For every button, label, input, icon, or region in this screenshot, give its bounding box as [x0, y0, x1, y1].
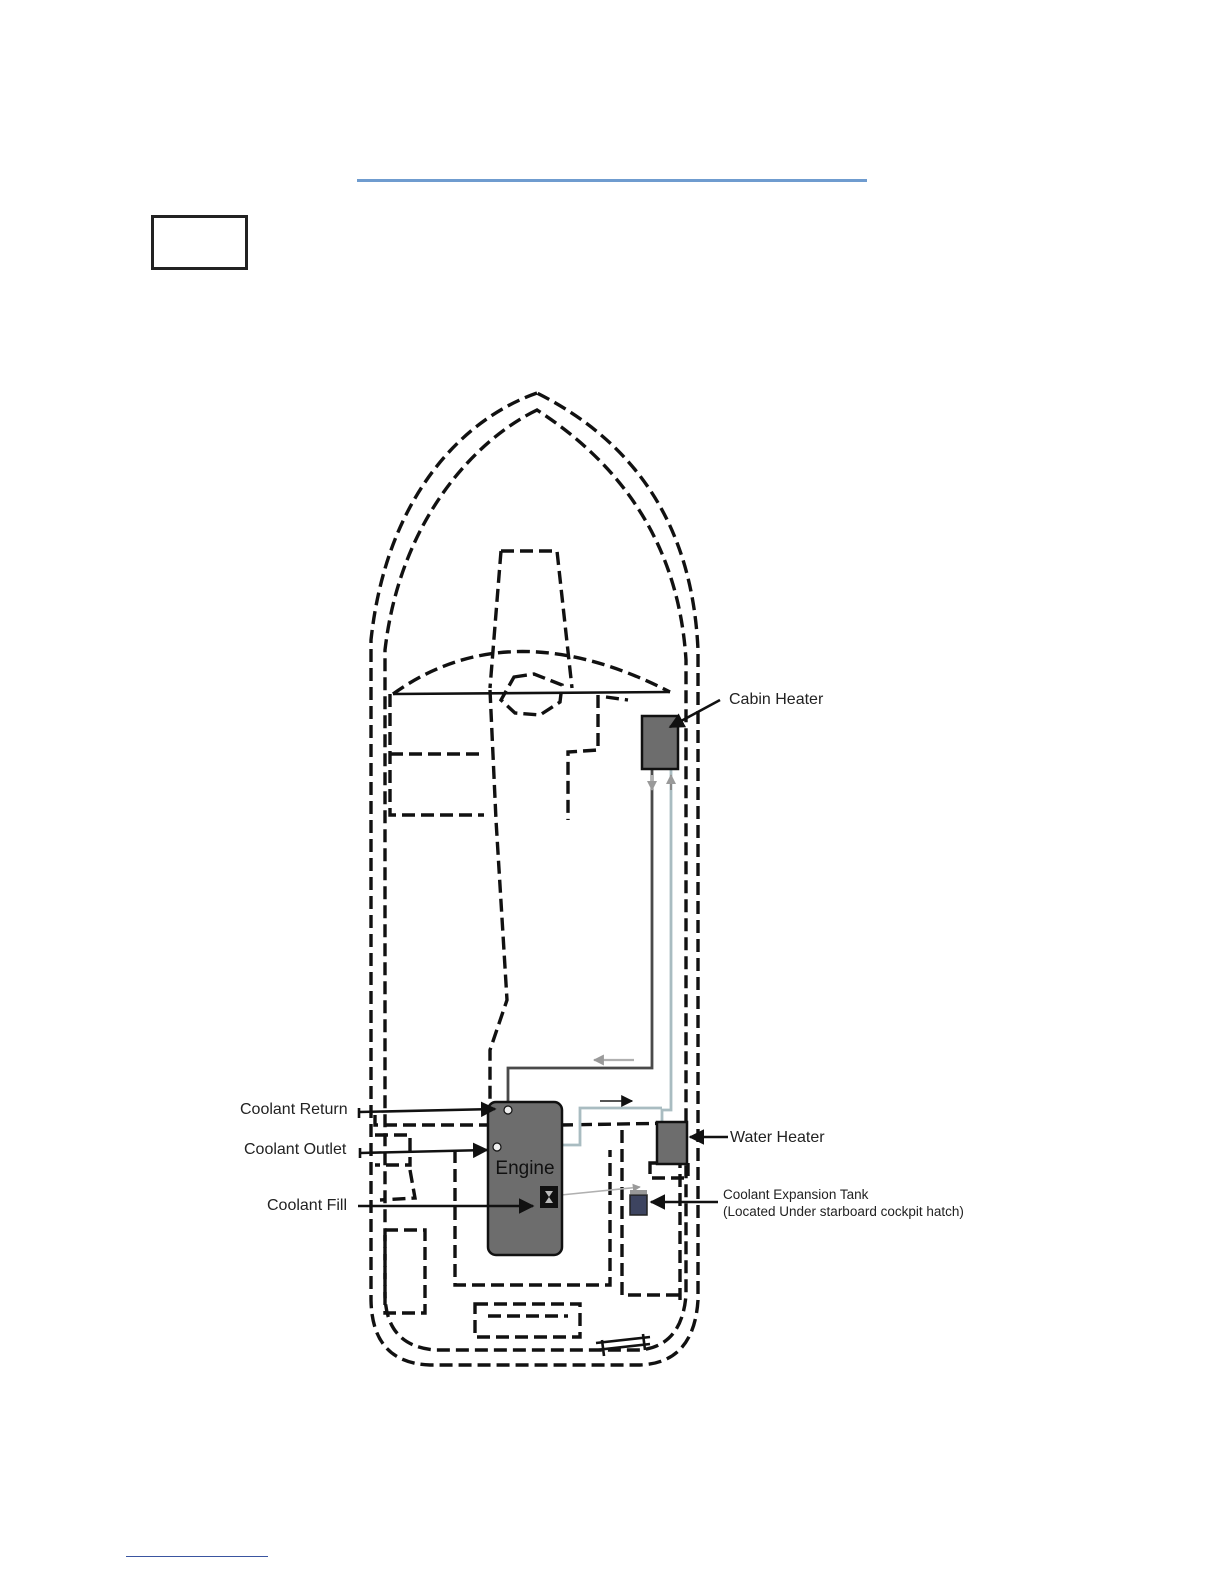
flow-arrows [594, 775, 671, 1101]
coolant-return-port [504, 1106, 512, 1114]
expansion-tank [630, 1195, 647, 1215]
coolant-outlet-label: Coolant Outlet [244, 1141, 347, 1158]
coolant-outlet-port [493, 1143, 501, 1151]
footer-rule [126, 1556, 268, 1557]
expansion-tank-location: (Located Under starboard cockpit hatch) [723, 1204, 964, 1219]
engine-label: Engine [495, 1158, 555, 1179]
cabin-structure [390, 551, 670, 1100]
water-heater-label: Water Heater [730, 1129, 825, 1146]
cabin-heater-unit [642, 716, 678, 769]
coolant-fill-label: Coolant Fill [267, 1197, 348, 1214]
expansion-tank-cap [630, 1190, 647, 1194]
expansion-tank-label: Coolant Expansion Tank [723, 1187, 869, 1202]
engine [488, 1102, 562, 1255]
coolant-fill-cap [540, 1186, 558, 1208]
water-heater-unit [657, 1122, 687, 1164]
cabin-heater-label: Cabin Heater [729, 691, 824, 708]
coolant-return-label: Coolant Return [240, 1101, 348, 1118]
